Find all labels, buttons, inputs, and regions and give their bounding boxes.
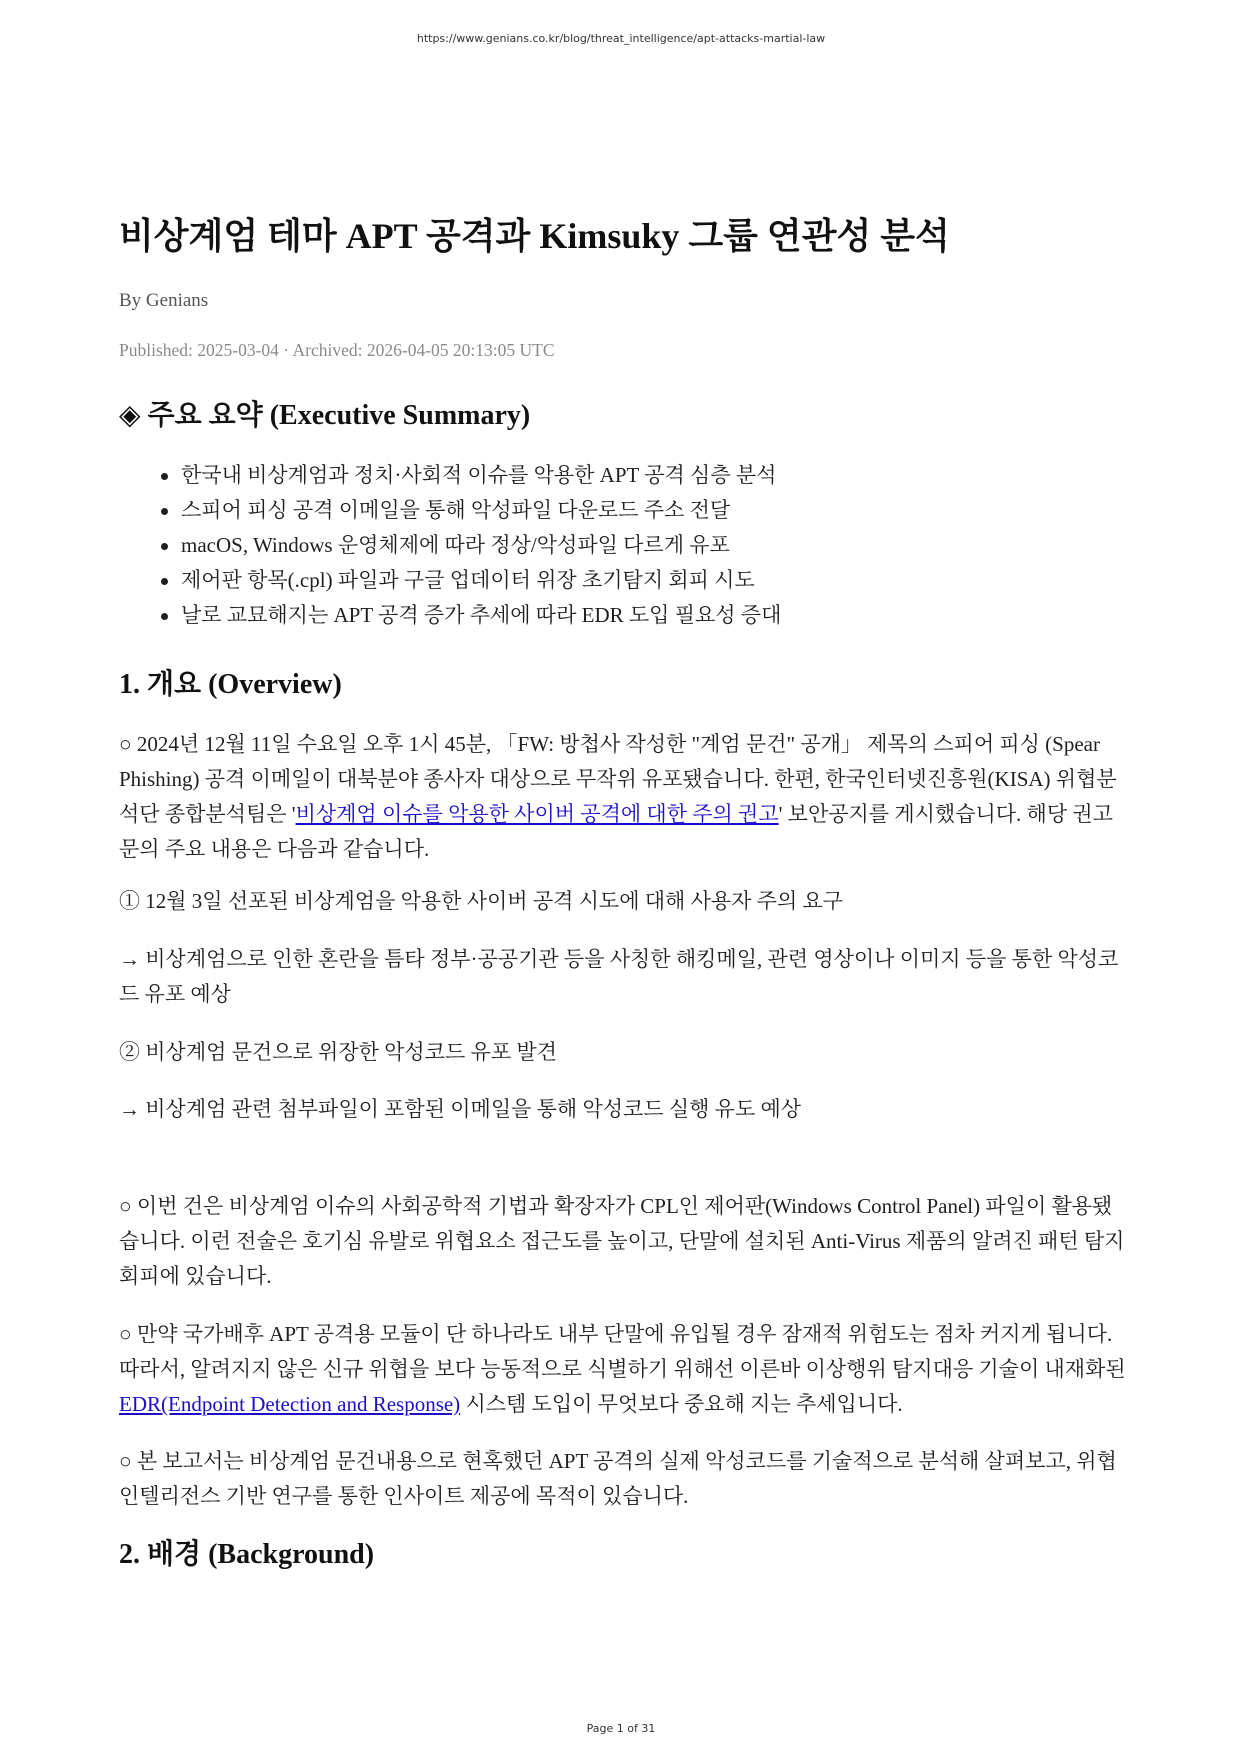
article-meta: Published: 2025-03-04 · Archived: 2026-04-05 20:13:05 UTC <box>119 340 555 360</box>
article-title: 비상계엄 테마 APT 공격과 Kimsuky 그룹 연관성 분석 <box>119 216 950 256</box>
overview-paragraph-8: ○ 본 보고서는 비상계엄 문건내용으로 현혹했던 APT 공격의 실제 악성코드를 기술적으로 분석해 살펴보고, 위협 인텔리전스 기반 연구를 통한 인사이트 제공에 목적이 있습니다. <box>119 1449 1117 1508</box>
edr-link[interactable]: EDR(Endpoint Detection and Response) <box>119 1392 461 1416</box>
overview-paragraph-5: → 비상계엄 관련 첨부파일이 포함된 이메일을 통해 악성코드 실행 유도 예상 <box>119 1097 802 1121</box>
list-item: 날로 교묘해지는 APT 공격 증가 추세에 따라 EDR 도입 필요성 증대 <box>181 598 781 633</box>
summary-list <box>119 458 781 633</box>
paragraph-text: ○ 2024년 12월 11일 수요일 오후 1시 45분, 「FW: 방첩사 작성한 "계엄 문건" 공개」 제목의 스피어 피싱 (Spear Phishing) 공격 이메일이 대북분야 종사자 대상으로 무작위 유포됐습니다. 한편, 한국인터넷진흥원(KISA) 위협분석단 종합분석팀은 ' <box>119 732 1117 826</box>
list-item: 스피어 피싱 공격 이메일을 통해 악성파일 다운로드 주소 전달 <box>181 493 781 528</box>
overview-heading: 1. 개요 (Overview) <box>119 669 342 700</box>
overview-paragraph-1 <box>119 727 1129 867</box>
list-item: 한국내 비상계엄과 정치·사회적 이슈를 악용한 APT 공격 심층 분석 <box>181 458 781 493</box>
background-heading: 2. 배경 (Background) <box>119 1539 375 1570</box>
page-url-header: https://www.genians.co.kr/blog/threat_intelligence/apt-attacks-martial-law <box>416 32 826 45</box>
list-item: 제어판 항목(.cpl) 파일과 구글 업데이터 위장 초기탐지 회피 시도 <box>181 563 781 598</box>
overview-paragraph-6: ○ 이번 건은 비상계엄 이슈의 사회공학적 기법과 확장자가 CPL인 제어판(Windows Control Panel) 파일이 활용됐습니다. 이런 전술은 호기심 유발로 위협요소 접근도를 높이고, 단말에 설치된 Anti-Virus 제품의 알려진 패턴 탐지 회피에 있습니다. <box>119 1194 1125 1288</box>
overview-paragraph-2: ① 12월 3일 선포된 비상계엄을 악용한 사이버 공격 시도에 대해 사용자 주의 요구 <box>119 889 844 913</box>
paragraph-text: ' 보안공지를 게시했습니다. 해당 권고문의 주요 내용은 다음과 같습니다. <box>119 802 1113 861</box>
overview-paragraph-7 <box>119 1317 1129 1422</box>
page-number: Page 1 of 31 <box>586 1722 656 1735</box>
paragraph-text: 시스템 도입이 무엇보다 중요해 지는 추세입니다. <box>460 1392 903 1416</box>
paragraph-text: ○ 만약 국가배후 APT 공격용 모듈이 단 하나라도 내부 단말에 유입될 경우 잠재적 위험도는 점차 커지게 됩니다. 따라서, 알려지지 않은 신규 위협을 보다 능동적으로 식별하기 위해선 이른바 이상행위 탐지대응 기술이 내재화된 <box>119 1322 1126 1381</box>
overview-paragraph-4: ② 비상계엄 문건으로 위장한 악성코드 유포 발견 <box>119 1040 557 1064</box>
overview-paragraph-3: → 비상계엄으로 인한 혼란을 틈타 정부·공공기관 등을 사칭한 해킹메일, 관련 영상이나 이미지 등을 통한 악성코드 유포 예상 <box>119 947 1119 1006</box>
summary-heading: ◈ 주요 요약 (Executive Summary) <box>119 400 531 431</box>
list-item: macOS, Windows 운영체제에 따라 정상/악성파일 다르게 유포 <box>181 528 781 563</box>
kisa-advisory-link[interactable]: 비상계엄 이슈를 악용한 사이버 공격에 대한 주의 권고 <box>295 802 779 826</box>
article-byline: By Genians <box>119 290 209 311</box>
